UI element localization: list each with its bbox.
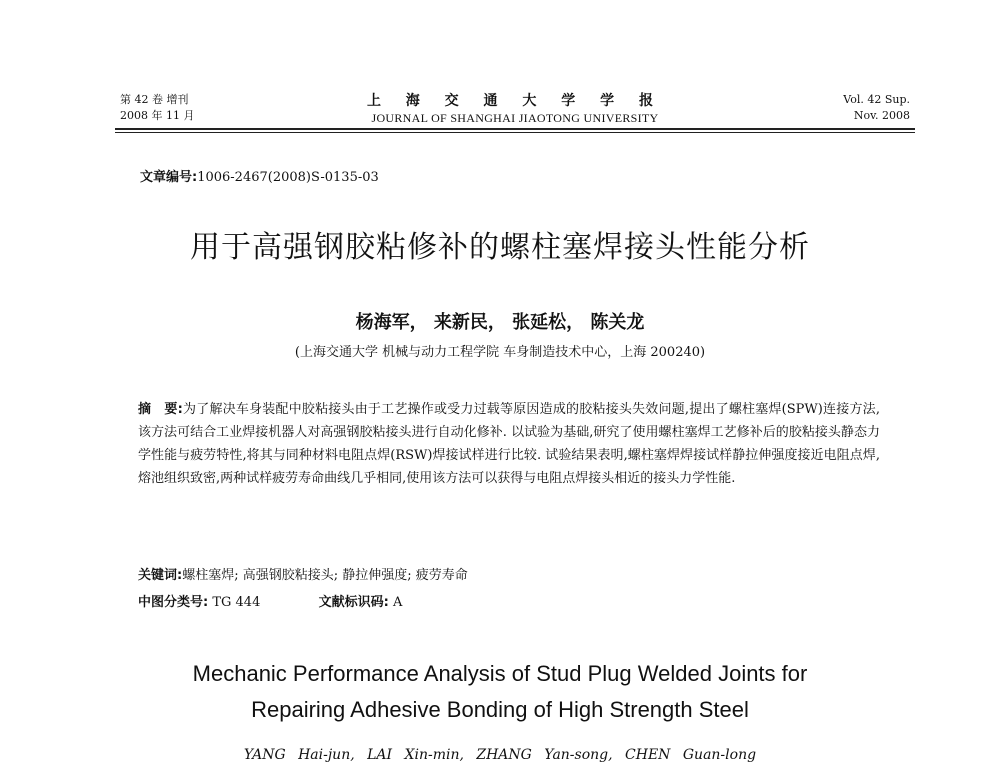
volume-en: Vol. 42 Sup. [843,93,910,106]
header-right [843,92,910,124]
publication-date-en: Nov. 2008 [853,109,910,122]
volume-issue: 第 42 卷 增刊 [120,93,189,106]
abstract-label: 摘 要: [138,402,183,417]
header-center [120,92,910,126]
authors-cn: 杨海军， 来新民， 张延松， 陈关龙 [355,312,645,333]
publication-date-cn: 2008 年 11 月 [120,109,195,122]
article-number-value: 1006-2467(2008)S-0135-03 [197,170,379,185]
keywords-label: 关键词: [138,568,183,583]
authors-en: YANG Hai-jun, LAI Xin-min, ZHANG Yan-song, CHEN Guan-long [243,747,757,763]
classification [138,591,402,610]
clc-label: 中图分类号: [138,595,209,610]
journal-header [120,92,910,132]
journal-name-en: JOURNAL OF SHANGHAI JIAOTONG UNIVERSITY [371,111,659,125]
title-en [0,656,1000,728]
article-number-label: 文章编号: [140,170,198,185]
title-cn: 用于高强钢胶粘修补的螺柱塞焊接头性能分析 [190,230,810,265]
header-rule-thick [115,128,915,130]
header-rule-thin [115,132,915,133]
abstract [138,398,880,490]
journal-name-cn: 上 海 交 通 大 学 学 报 [366,93,664,109]
keywords-text: 螺柱塞焊; 高强钢胶粘接头; 静拉伸强度; 疲劳寿命 [182,568,468,583]
clc-value: TG 444 [212,595,261,610]
affiliation-cn: (上海交通大学 机械与动力工程学院 车身制造技术中心，上海 200240) [294,345,706,360]
doc-code-value: A [392,595,403,610]
title-en-line1: Mechanic Performance Analysis of Stud Plug Welded Joints for [192,661,808,686]
doc-code-label: 文献标识码: [318,595,389,610]
keywords [138,564,468,583]
abstract-text: 为了解决车身装配中胶粘接头由于工艺操作或受力过载等原因造成的胶粘接头失效问题,提出了螺柱塞焊(SPW)连接方法,该方法可结合工业焊接机器人对高强钢胶粘接头进行自动化修补. 以试验为基础,研究了使用螺柱塞焊工艺修补后的胶粘接头静态力学性能与疲劳特性,将其与同种材料电阻点焊(RSW)焊接试样进行比较. 试验结果表明,螺柱塞焊焊接试样静拉伸强度接近电阻点焊,熔池组织致密,两种试样疲劳寿命曲线几乎相同,使用该方法可以获得与电阻点焊接头相近的接头力学性能. [138,402,880,486]
article-number [140,166,379,185]
title-en-line2: Repairing Adhesive Bonding of High Strength Steel [251,697,749,722]
